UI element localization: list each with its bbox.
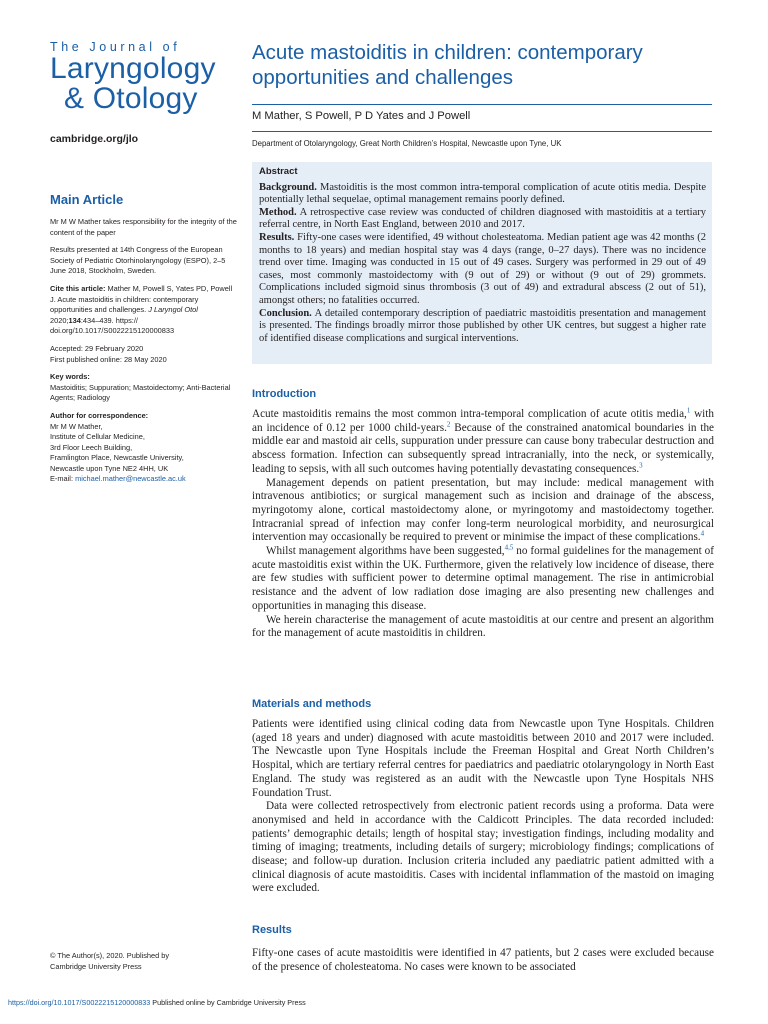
reference-link[interactable]: 2 — [446, 419, 451, 428]
dates — [50, 344, 238, 365]
logo-line-2: Laryngology — [50, 52, 216, 85]
citation-journal: J Laryngol Otol — [148, 305, 198, 315]
presentation-note: Results presented at 14th Congress of the European Society of Pediatric Otorhinolaryngology (ESPO), 2–5 June 2018, Stockholm, Sweden. — [50, 245, 226, 276]
introduction-paragraph — [252, 408, 714, 477]
citation — [50, 284, 238, 337]
affiliation: Department of Otolaryngology, Great North Children’s Hospital, Newcastle upon Tyne, UK — [252, 139, 562, 148]
reference-link[interactable]: 1 — [686, 406, 691, 415]
text-span: Management depends on patient presentation, but may include: medical management with intravenous antibiotics; or surgical management such as incision and drainage of the abscess, myringotomy alone, cortical mastoidectomy alone, or myringotomy and mastoidectomy together. Intracranial spread of infection may confer long-term neurological morbidity, and neurosurgical intervention may occasionally be required to prevent or minimise the impact of these complications. — [252, 476, 714, 544]
correspondence-label: Author for correspondence: — [50, 410, 149, 420]
author-list: M Mather, S Powell, P D Yates and J Powell — [252, 110, 471, 122]
logo-line-3: & Otology — [64, 82, 198, 115]
logo-line-1: The Journal of — [50, 40, 181, 54]
email-label: E-mail: — [50, 474, 76, 484]
reference-link[interactable]: 3 — [639, 461, 643, 470]
copyright-line-1: © The Author(s), 2020. Published by — [50, 951, 170, 960]
journal-website[interactable]: cambridge.org/jlo — [50, 133, 139, 145]
journal-logo — [50, 40, 250, 114]
correspondence-line: Mr M W Mather, — [50, 421, 103, 431]
introduction-body — [252, 408, 714, 641]
abstract-method — [259, 207, 706, 232]
keywords-label: Key words: — [50, 372, 90, 382]
results-body — [252, 947, 714, 974]
text-span: Acute mastoiditis remains the most common intra-temporal complication of acute otitis media, — [252, 408, 687, 420]
results-text: Fifty-one cases were identified, 49 without cholesteatoma. Median patient age was 42 months (2 months to 18 years) and median hospital stay was 4 days (range, 0–27 days). There was no incidence trend over time. Imaging was conducted in 15 out of 49 cases. Surgery was performed in 29 out of 49 cases, most commonly mastoidectomy with (9 out of 29) or without (9 out of 29) grommets. Complications included sigmoid sinus thrombosis (3 out of 49) and extradural abscess (2 out of 51), amongst others; no fatalities occurred. — [259, 231, 706, 306]
doi-link[interactable]: https://doi.org/10.1017/S0022215120000833 — [8, 998, 151, 1007]
keywords — [50, 372, 238, 404]
abstract-heading: Abstract — [259, 166, 298, 177]
citation-year: 2020; — [50, 315, 69, 325]
abstract-box — [252, 162, 712, 364]
introduction-paragraph — [252, 545, 714, 614]
text-span: Whilst management algorithms have been suggested, — [266, 545, 505, 558]
text-span: no formal guidelines for the management of acute mastoiditis exist within the UK. Furthermore, given the relatively low incidence of disease, there are few studies with sufficient power to determine optimal management. The rise in antimicrobial resistance and the advent of low radiation dose imaging are also presenting new challenges and opportunities in managing this disease. — [252, 545, 714, 612]
results-paragraph: Fifty-one cases of acute mastoiditis were identified in 47 patients, but 2 cases were excluded because of the presence of cholesteatoma. No cases were known to be associated — [252, 947, 714, 973]
responsibility-note: Mr M W Mather takes responsibility for the integrity of the content of the paper — [50, 217, 237, 237]
results-label: Results. — [259, 231, 295, 243]
text-span: with an incidence of 0.12 per 1000 child-years. — [252, 408, 714, 434]
copyright-notice — [50, 951, 238, 972]
article-title: Acute mastoiditis in children: contemporary opportunities and challenges — [252, 41, 643, 89]
citation-label: Cite this article: — [50, 283, 106, 293]
methods-body — [252, 718, 714, 896]
abstract-background — [259, 182, 706, 207]
published-date: First published online: 28 May 2020 — [50, 354, 167, 364]
page-footer — [8, 998, 306, 1007]
footer-text: Published online by Cambridge University Press — [150, 998, 306, 1007]
accepted-date: Accepted: 29 February 2020 — [50, 343, 144, 353]
reference-link[interactable]: 4,5 — [504, 543, 514, 552]
method-label: Method. — [259, 206, 297, 218]
correspondence-line: Newcastle upon Tyne NE2 4HH, UK — [50, 463, 169, 473]
conclusion-label: Conclusion. — [259, 307, 312, 319]
correspondence-line: Institute of Cellular Medicine, — [50, 432, 145, 442]
citation-volume: 134 — [68, 315, 81, 325]
results-heading: Results — [252, 924, 292, 936]
methods-heading: Materials and methods — [252, 698, 372, 710]
introduction-paragraph — [252, 477, 714, 546]
background-text: Mastoiditis is the most common intra-temporal complication of acute otitis media. Despite potentially lethal sequelae, optimal management remains poorly defined. — [259, 181, 707, 206]
correspondence-line: Framlington Place, Newcastle University, — [50, 453, 184, 463]
abstract-conclusion — [259, 308, 706, 346]
email-link[interactable]: michael.mather@newcastle.ac.uk — [75, 474, 186, 484]
correspondence-line: 3rd Floor Leech Building, — [50, 442, 133, 452]
citation-text: Mather M, Powell S, Yates PD, Powell J. Acute mastoiditis in children: contemporary opportunities and challenges. — [50, 283, 233, 315]
author-divider — [252, 131, 712, 132]
citation-pages: :434–439. https:// — [80, 315, 138, 325]
title-divider — [252, 104, 712, 105]
copyright-line-2: Cambridge University Press — [50, 961, 142, 971]
background-label: Background. — [259, 181, 317, 193]
reference-link[interactable]: 4 — [700, 529, 705, 538]
text-span: Because of the constrained anatomical boundaries in the middle ear and mastoid air cells, suppuration under pressure can cause bony trabecular destruction and abscess formation. Infection can subsequently spread intracranially, into the neck, or systemically, leading to sepsis, with all such outcomes having potentially devastating consequences. — [252, 421, 714, 475]
introduction-heading: Introduction — [252, 388, 317, 400]
citation-doi[interactable]: doi.org/10.1017/S0022215120000833 — [50, 326, 175, 336]
abstract-results — [259, 232, 706, 308]
article-sidebar — [50, 192, 238, 492]
method-text: A retrospective case review was conducted of children diagnosed with mastoiditis at a tertiary referral centre, in North East England, between 2010 and 2017. — [259, 206, 706, 231]
methods-paragraph: Patients were identified using clinical coding data from Newcastle upon Tyne Hospitals. Children (aged 18 years and under) diagnosed with acute mastoiditis between 2010 and 2017 were included. The Newcastle upon Tyne Hospitals include the Freeman Hospital and Great North Children’s Hospital, which are tertiary referral centres for paediatrics and paediatric otolaryngology in North East England. The study was registered as an audit with the Newcastle upon Tyne Hospitals NHS Foundation Trust. — [252, 718, 714, 799]
correspondence — [50, 411, 238, 485]
article-type: Main Article — [50, 192, 124, 207]
keywords-list: Mastoiditis; Suppuration; Mastoidectomy; Anti-Bacterial Agents; Radiology — [50, 382, 231, 403]
introduction-paragraph: We herein characterise the management of acute mastoiditis at our centre and present an algorithm for the management of acute mastoiditis in children. — [252, 613, 714, 640]
conclusion-text: A detailed contemporary description of paediatric mastoiditis presentation and management is presented. The findings broadly mirror those published by other UK centres, but suggest a higher rate of identified disease complications and surgical interventions. — [259, 307, 707, 344]
methods-paragraph: Data were collected retrospectively from electronic patient records using a proforma. Data were anonymised and held in accordance with the Caldicott Principles. The data recorded included: patients’ demographic details; length of hospital stay; investigation findings, including modality and timing of imaging; treatments, including details of surgery; microbiology findings; complications of disease; and follow-up duration. Inclusion criteria included any paediatric patient admitted with a clinical diagnosis of acute mastoiditis. Cases with incidental inflammation of the mastoid on imaging were excluded. — [252, 800, 714, 895]
